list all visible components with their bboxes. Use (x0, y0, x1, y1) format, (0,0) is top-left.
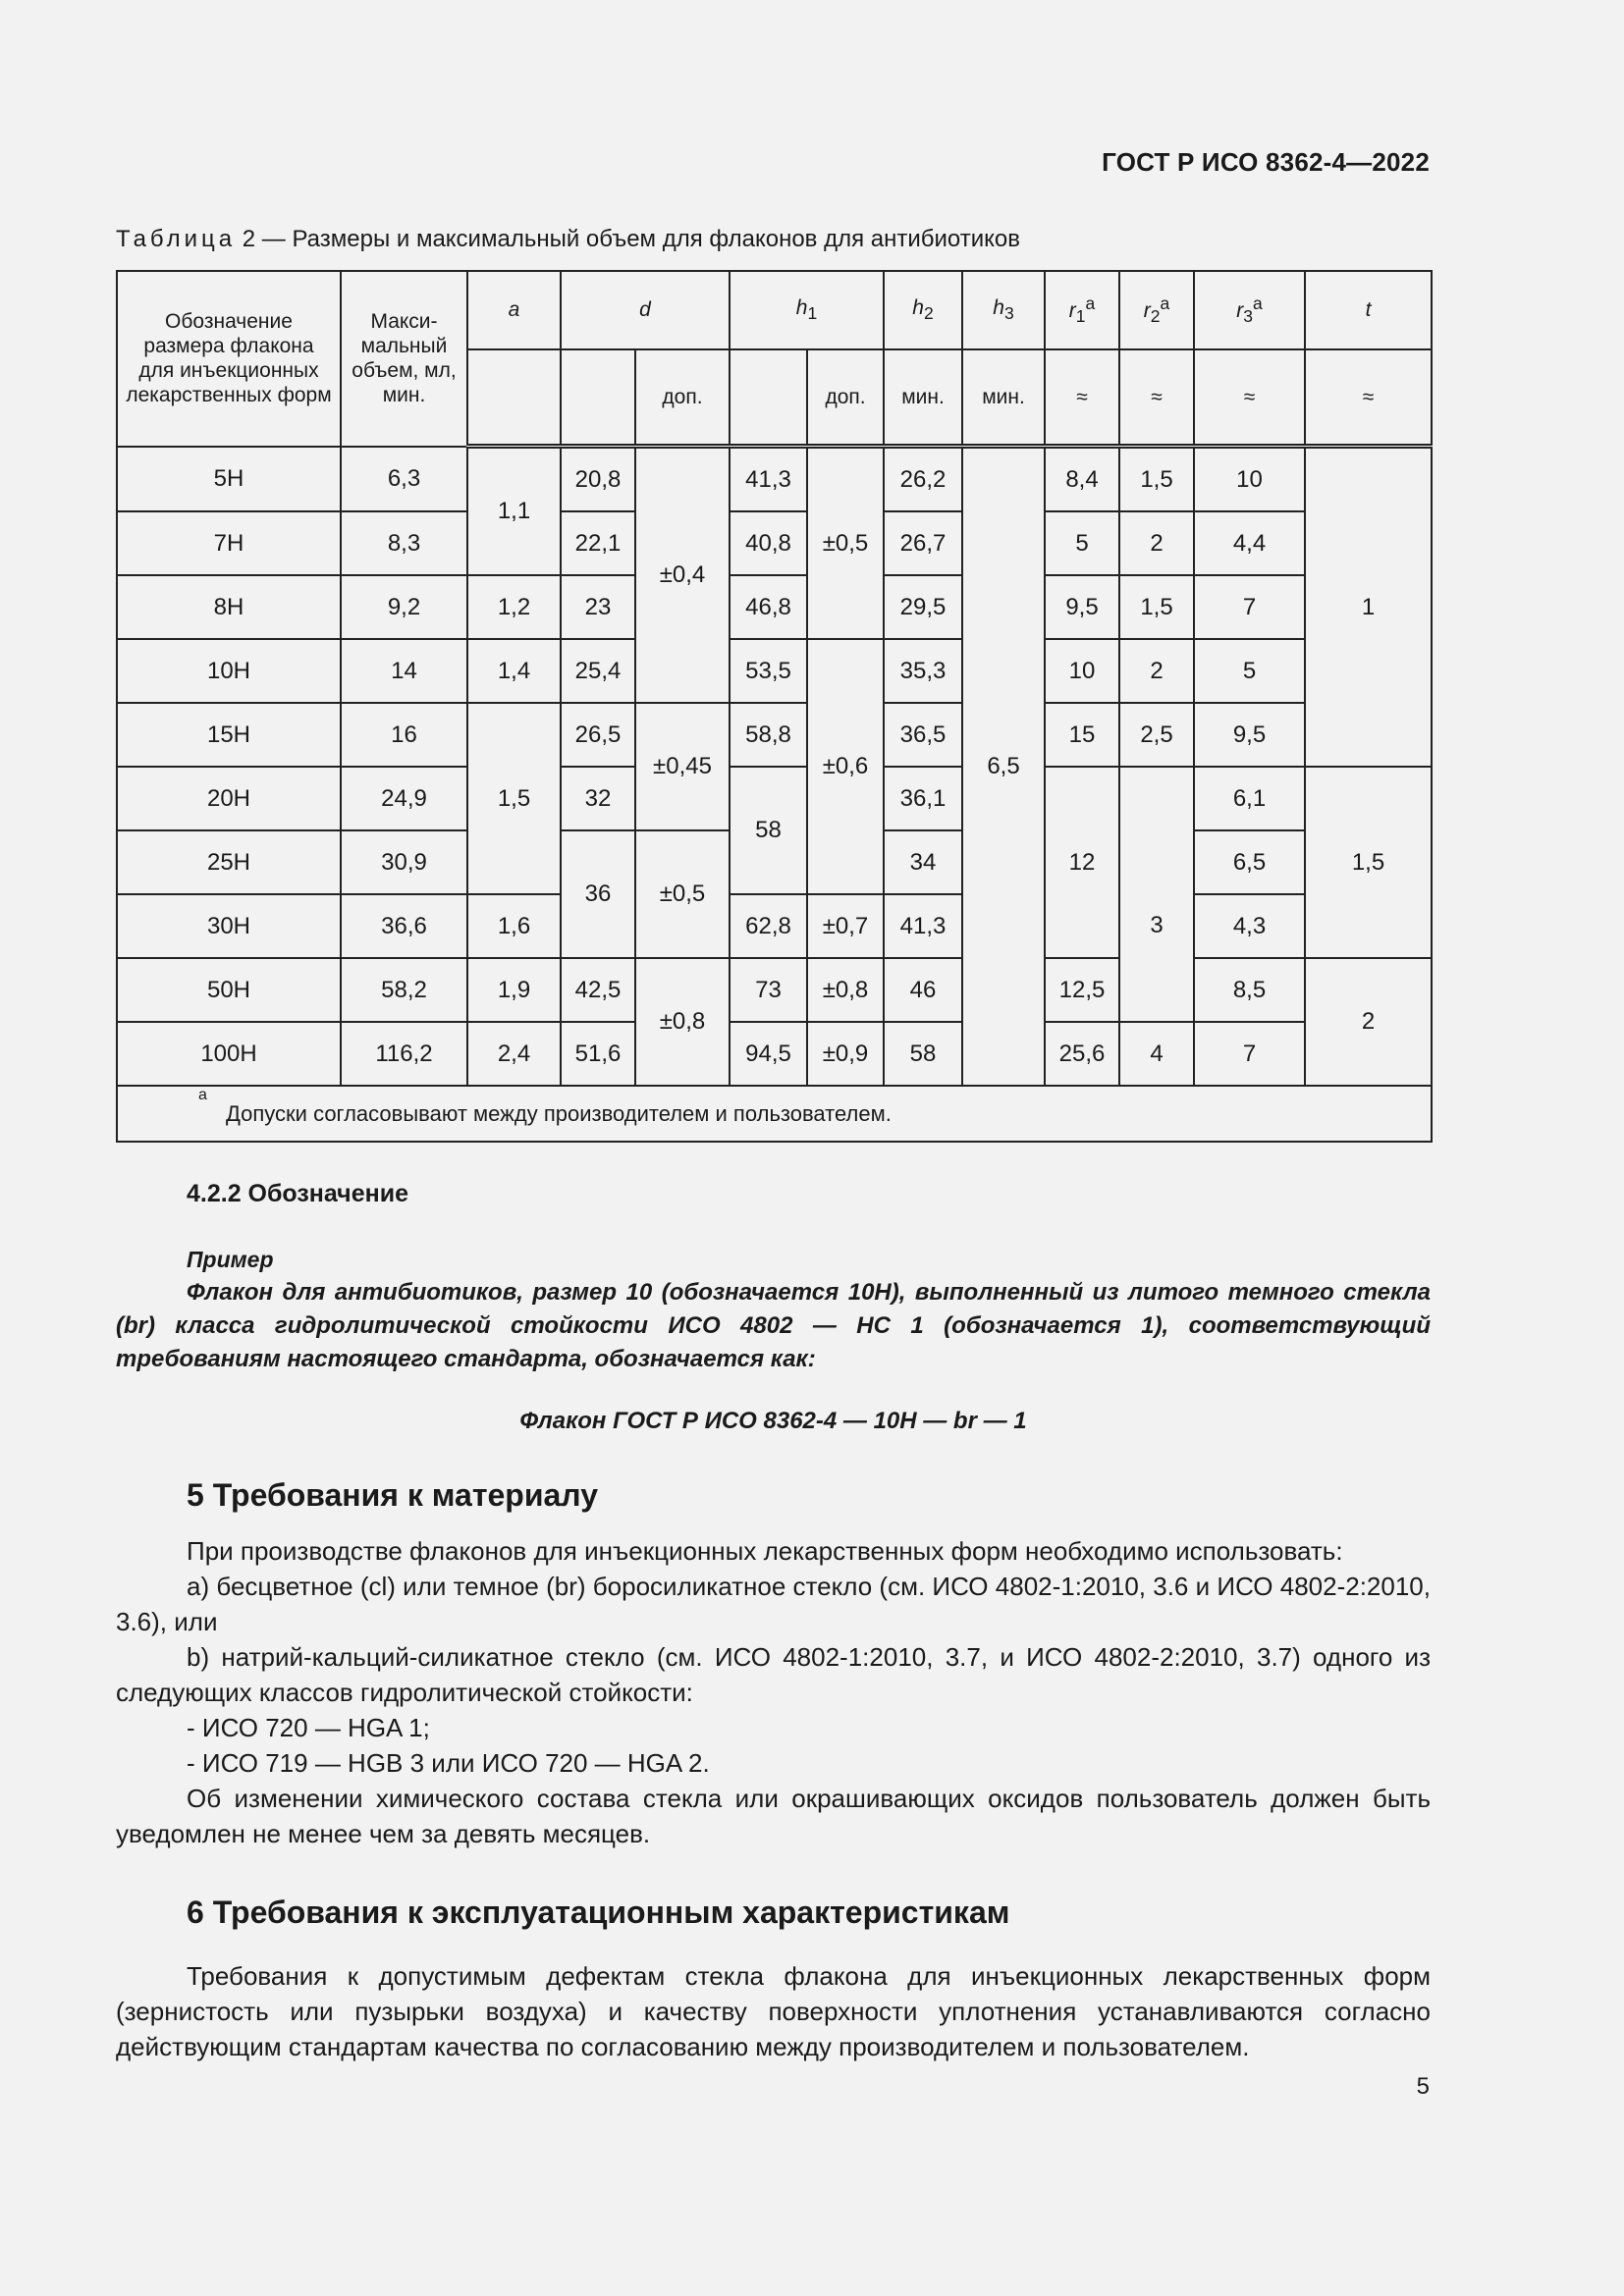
cell-designation: 10H (117, 639, 341, 703)
table-row (117, 703, 1432, 767)
cell-r3: 7 (1194, 1022, 1305, 1086)
header-t: t (1305, 271, 1432, 349)
header-a: a (467, 271, 561, 349)
cell-a: 1,4 (467, 639, 561, 703)
header-a-blank (467, 349, 561, 447)
cell-d-tol: ±0,4 (635, 447, 730, 704)
header-h2-sub: 2 (923, 303, 934, 324)
table-row (117, 894, 1432, 958)
header-r1-sub: 1 (1075, 306, 1086, 327)
example-title: Пример (187, 1247, 274, 1272)
header-h1-sub: 1 (807, 303, 818, 324)
cell-r2: 2,5 (1119, 703, 1194, 767)
cell-h2: 41,3 (884, 894, 962, 958)
cell-volume: 24,9 (341, 767, 467, 830)
cell-r3: 9,5 (1194, 703, 1305, 767)
paragraph: Об изменении химического состава стекла или окрашивающих оксидов пользователь должен быть уведомлен не менее чем за девять месяцев. (116, 1784, 1431, 1848)
cell-r2: 1,5 (1119, 575, 1194, 639)
cell-r3: 10 (1194, 447, 1305, 512)
cell-volume: 30,9 (341, 830, 467, 894)
header-h3-min: мин. (962, 349, 1045, 447)
cell-h2: 58 (884, 1022, 962, 1086)
cell-volume: 9,2 (341, 575, 467, 639)
table-row (117, 575, 1432, 639)
footnote-text: Допуски согласовывают между производителем и пользователем. (226, 1100, 892, 1126)
cell-d: 22,1 (561, 511, 635, 575)
cell-h2: 26,2 (884, 447, 962, 512)
header-h2-symbol: h (912, 295, 924, 319)
cell-d: 51,6 (561, 1022, 635, 1086)
cell-a: 1,1 (467, 447, 561, 576)
header-t-approx: ≈ (1305, 349, 1432, 447)
cell-h2: 34 (884, 830, 962, 894)
cell-h1: 53,5 (730, 639, 807, 703)
header-r2-approx: ≈ (1119, 349, 1194, 447)
header-r2-symbol: r (1143, 298, 1151, 322)
cell-h1-tol: ±0,7 (807, 894, 884, 958)
paragraph: При производстве флаконов для инъекционных лекарственных форм необходимо использовать: (187, 1536, 1343, 1566)
cell-r1: 5 (1045, 511, 1119, 575)
cell-h1: 46,8 (730, 575, 807, 639)
table-caption (116, 226, 1020, 253)
cell-t: 1 (1305, 447, 1432, 768)
cell-volume: 6,3 (341, 447, 467, 512)
cell-r2: 2 (1119, 639, 1194, 703)
cell-h2: 36,1 (884, 767, 962, 830)
cell-h1-tol: ±0,9 (807, 1022, 884, 1086)
cell-r2: 4 (1119, 1022, 1194, 1086)
table-footnote-row (117, 1086, 1432, 1142)
paragraph: - ИСО 720 — HGA 1; (187, 1713, 430, 1742)
table-row (117, 958, 1432, 1022)
cell-h1: 94,5 (730, 1022, 807, 1086)
cell-r1: 10 (1045, 639, 1119, 703)
table-row (117, 639, 1432, 703)
cell-h2: 35,3 (884, 639, 962, 703)
cell-r1: 12 (1045, 767, 1119, 958)
cell-designation: 5H (117, 447, 341, 512)
cell-h2: 36,5 (884, 703, 962, 767)
designation-example: Флакон ГОСТ Р ИСО 8362-4 — 10H — br — 1 (519, 1408, 1027, 1434)
cell-d-tol: ±0,45 (635, 703, 730, 830)
cell-d: 32 (561, 767, 635, 830)
cell-d-tol: ±0,5 (635, 830, 730, 958)
cell-r3: 8,5 (1194, 958, 1305, 1022)
cell-r2: 1,5 (1119, 447, 1194, 512)
header-h3-sub: 3 (1003, 303, 1014, 324)
cell-h1: 58 (730, 767, 807, 894)
header-r3-sup: a (1253, 293, 1263, 313)
paragraph: - ИСО 719 — HGB 3 или ИСО 720 — HGA 2. (187, 1748, 710, 1778)
header-r2-sub: 2 (1150, 306, 1161, 327)
cell-r1: 8,4 (1045, 447, 1119, 512)
table-row (117, 511, 1432, 575)
cell-h1: 41,3 (730, 447, 807, 512)
header-h1-tol: доп. (807, 349, 884, 447)
cell-r3: 6,1 (1194, 767, 1305, 830)
cell-a: 1,2 (467, 575, 561, 639)
cell-volume: 58,2 (341, 958, 467, 1022)
header-r3-approx: ≈ (1194, 349, 1305, 447)
cell-r3: 5 (1194, 639, 1305, 703)
section-5-title: 5 Требования к материалу (187, 1477, 598, 1513)
header-designation: Обозначение размера флакона для инъекционных лекарственных форм (117, 271, 341, 447)
cell-r1: 15 (1045, 703, 1119, 767)
header-r1-symbol: r (1068, 298, 1076, 322)
header-max-volume: Макси-мальный объем, мл, мин. (341, 271, 467, 447)
cell-r3: 6,5 (1194, 830, 1305, 894)
paragraph: b) натрий-кальций-силикатное стекло (см. ИСО 4802-1:2010, 3.7, и ИСО 4802-2:2010, 3.7) одного из следующих классов гидролитической стойкости: (116, 1642, 1431, 1707)
cell-h1: 62,8 (730, 894, 807, 958)
header-h1-symbol: h (795, 295, 808, 319)
cell-h2: 29,5 (884, 575, 962, 639)
cell-h1: 58,8 (730, 703, 807, 767)
cell-r1: 12,5 (1045, 958, 1119, 1022)
dimensions-table (116, 270, 1433, 1143)
header-h3-symbol: h (993, 295, 1004, 319)
cell-h1: 73 (730, 958, 807, 1022)
table-row (117, 1022, 1432, 1086)
cell-volume: 16 (341, 703, 467, 767)
header-h1 (730, 271, 884, 349)
section-4-2-2-title: 4.2.2 Обозначение (187, 1180, 408, 1207)
table-footnote (117, 1086, 1432, 1142)
header-h2 (884, 271, 962, 349)
header-h3 (962, 271, 1045, 349)
header-h2-min: мин. (884, 349, 962, 447)
cell-d-tol: ±0,8 (635, 958, 730, 1086)
cell-designation: 15H (117, 703, 341, 767)
paragraph: Требования к допустимым дефектам стекла флакона для инъекционных лекарственных форм (зернистость или пузырьки воздуха) и качеству поверхности уплотнения устанавливаются согласно действующим стандартам качества по согласованию между производителем и пользователем. (116, 1961, 1431, 2061)
cell-a: 1,6 (467, 894, 561, 958)
cell-volume: 116,2 (341, 1022, 467, 1086)
header-r1-approx: ≈ (1045, 349, 1119, 447)
cell-t: 2 (1305, 958, 1432, 1086)
cell-d: 42,5 (561, 958, 635, 1022)
cell-h2: 46 (884, 958, 962, 1022)
header-r3-sub: 3 (1243, 306, 1254, 327)
cell-a: 2,4 (467, 1022, 561, 1086)
cell-designation: 50H (117, 958, 341, 1022)
cell-h1: 40,8 (730, 511, 807, 575)
table-row (117, 447, 1432, 512)
section-5-body (116, 1533, 1431, 1851)
header-r3-symbol: r (1236, 298, 1244, 322)
cell-h2: 26,7 (884, 511, 962, 575)
cell-a: 1,9 (467, 958, 561, 1022)
example-text: Флакон для антибиотиков, размер 10 (обозначается 10H), выполненный из литого темного стекла (br) класса гидролитической стойкости ИСО 4802 — HC 1 (обозначается 1), соответствующий требованиям настоящего стандарта, обозначается как: (116, 1279, 1431, 1372)
cell-designation: 8H (117, 575, 341, 639)
cell-d: 36 (561, 830, 635, 958)
header-r3 (1194, 271, 1305, 349)
paragraph: a) бесцветное (cl) или темное (br) боросиликатное стекло (см. ИСО 4802-1:2010, 3.6 и ИСО 4802-2:2010, 3.6), или (116, 1572, 1431, 1636)
cell-h1-tol: ±0,8 (807, 958, 884, 1022)
table-caption-word: Таблица (116, 226, 237, 252)
cell-designation: 25H (117, 830, 341, 894)
cell-r2: 2 (1119, 511, 1194, 575)
cell-d: 20,8 (561, 447, 635, 512)
cell-r1: 9,5 (1045, 575, 1119, 639)
cell-r3: 4,3 (1194, 894, 1305, 958)
cell-d: 23 (561, 575, 635, 639)
header-r1-sup: a (1085, 293, 1096, 313)
cell-volume: 36,6 (341, 894, 467, 958)
table-caption-text: 2 — Размеры и максимальный объем для флаконов для антибиотиков (236, 226, 1020, 252)
header-r2-sup: a (1160, 293, 1170, 313)
cell-designation: 20H (117, 767, 341, 830)
footnote-mark: a (198, 1087, 207, 1103)
table-row (117, 767, 1432, 830)
header-r2 (1119, 271, 1194, 349)
cell-designation: 30H (117, 894, 341, 958)
document-header: ГОСТ Р ИСО 8362-4—2022 (1102, 147, 1430, 177)
cell-h1-tol: ±0,5 (807, 447, 884, 640)
cell-h1-tol: ±0,6 (807, 639, 884, 894)
cell-d: 26,5 (561, 703, 635, 767)
cell-r3: 4,4 (1194, 511, 1305, 575)
section-6-title: 6 Требования к эксплуатационным характеристикам (187, 1895, 1010, 1930)
cell-designation: 7H (117, 511, 341, 575)
cell-t: 1,5 (1305, 767, 1432, 958)
header-h1-blank (730, 349, 807, 447)
cell-r3: 7 (1194, 575, 1305, 639)
cell-designation: 100H (117, 1022, 341, 1086)
cell-r1: 25,6 (1045, 1022, 1119, 1086)
header-d-blank (561, 349, 635, 447)
cell-volume: 14 (341, 639, 467, 703)
cell-d: 25,4 (561, 639, 635, 703)
header-d-tol: доп. (635, 349, 730, 447)
page-number: 5 (1416, 2073, 1430, 2100)
cell-a: 1,5 (467, 703, 561, 894)
header-r1 (1045, 271, 1119, 349)
cell-volume: 8,3 (341, 511, 467, 575)
cell-r2-blank (1119, 767, 1194, 830)
section-6-body (116, 1958, 1431, 2064)
header-d: d (561, 271, 730, 349)
cell-r2: 3 (1119, 830, 1194, 1022)
cell-h3: 6,5 (962, 447, 1045, 1087)
